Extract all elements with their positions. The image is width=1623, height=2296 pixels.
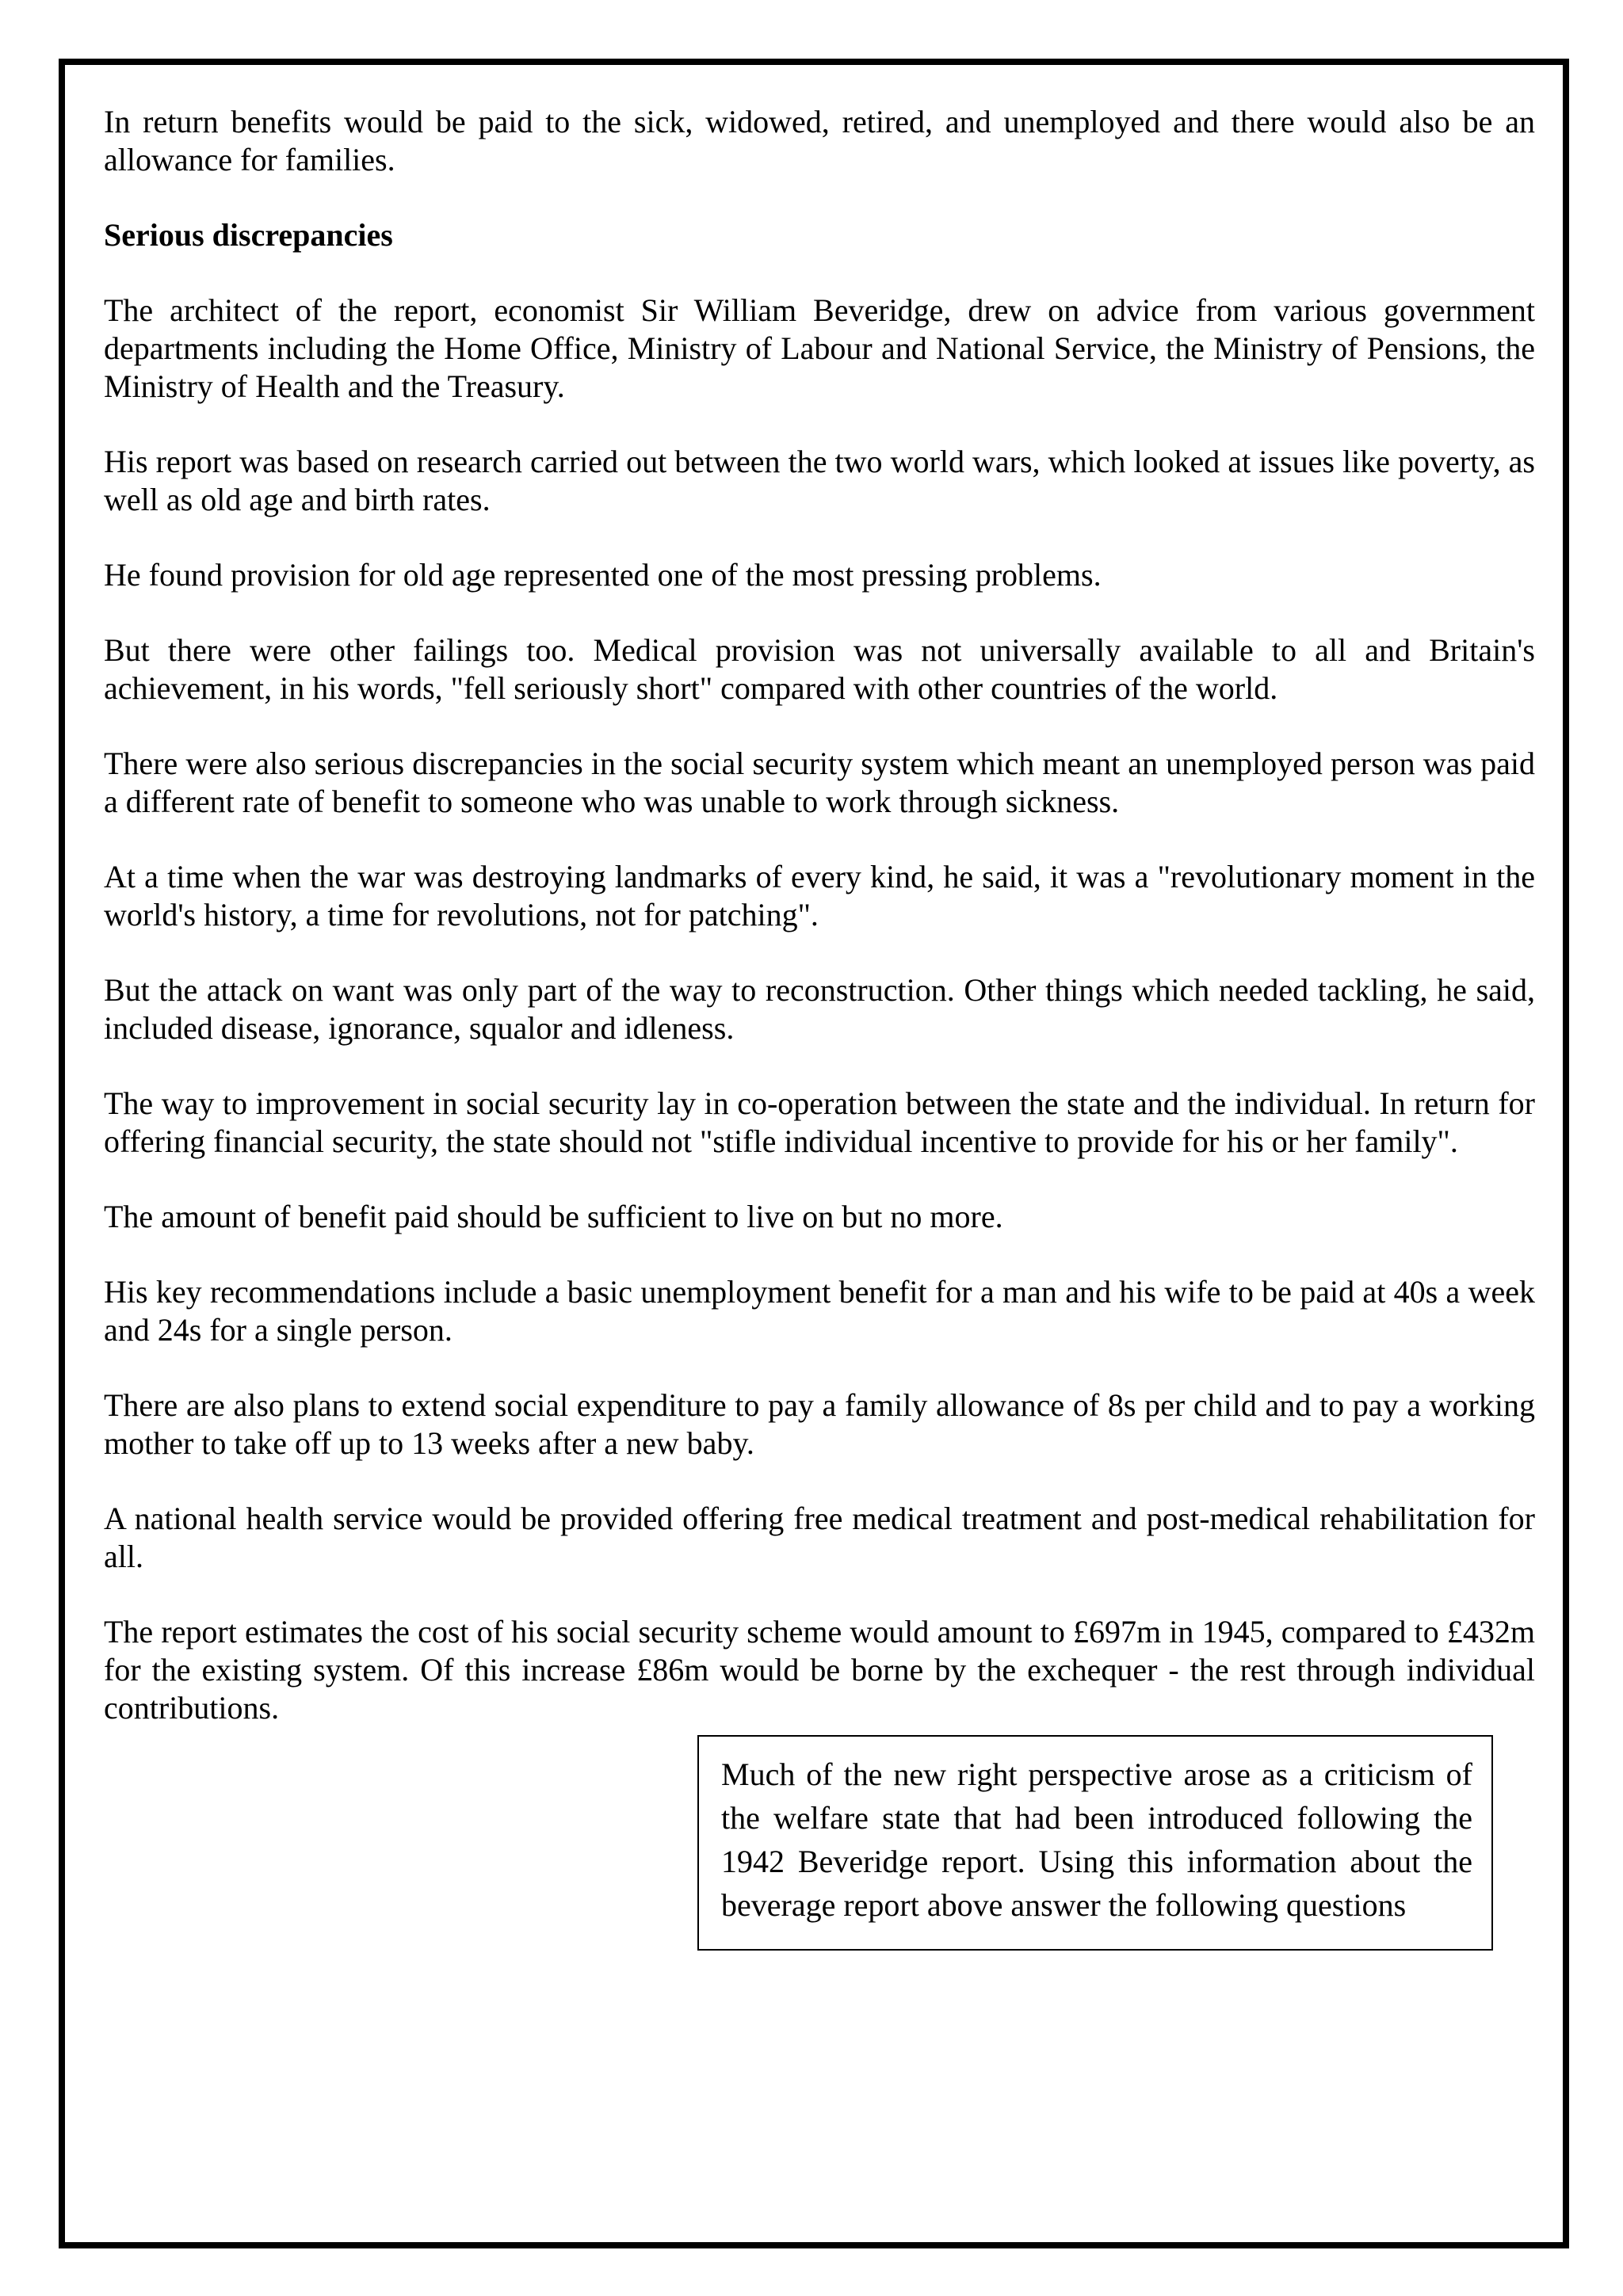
paragraph-cost-estimate: The report estimates the cost of his social security scheme would amount to £697m in 1945, compared to £432m for the existing system. Of this increase £86m would be borne by the exchequer - the rest through individual contributions. (104, 1614, 1535, 1726)
paragraph-old-age: He found provision for old age represented one of the most pressing problems. (104, 557, 1102, 593)
paragraph-cooperation: The way to improvement in social security lay in co-operation between the state and the individual. In return for offering financial security, the state should not "stifle individual incentive to provide for his or her family". (104, 1085, 1535, 1159)
section-heading: Serious discrepancies (104, 217, 393, 253)
paragraph-architect: The architect of the report, economist Sir William Beveridge, drew on advice from various government departments including the Home Office, Ministry of Labour and National Service, the Ministry of Pensions, the Ministry of Health and the Treasury. (104, 292, 1535, 404)
intro-paragraph: In return benefits would be paid to the sick, widowed, retired, and unemployed and there would also be an allowance for families. (104, 104, 1535, 177)
paragraph-recommendations: His key recommendations include a basic unemployment benefit for a man and his wife to be paid at 40s a week and 24s for a single person. (104, 1274, 1535, 1348)
paragraph-benefit-amount: The amount of benefit paid should be sufficient to live on but no more. (104, 1199, 1003, 1234)
paragraph-reconstruction: But the attack on want was only part of the way to reconstruction. Other things which needed tackling, he said, included disease, ignorance, squalor and idleness. (104, 972, 1535, 1046)
article-body (104, 103, 1535, 1764)
paragraph-discrepancies: There were also serious discrepancies in the social security system which meant an unemployed person was paid a different rate of benefit to someone who was unable to work through sickness. (104, 746, 1535, 819)
paragraph-revolutionary-moment: At a time when the war was destroying landmarks of every kind, he said, it was a "revolutionary moment in the world's history, a time for revolutions, not for patching". (104, 859, 1535, 933)
paragraph-failings: But there were other failings too. Medical provision was not universally available to all and Britain's achievement, in his words, "fell seriously short" compared with other countries of the world. (104, 632, 1535, 706)
paragraph-family-allowance: There are also plans to extend social expenditure to pay a family allowance of 8s per child and to pay a working mother to take off up to 13 weeks after a new baby. (104, 1387, 1535, 1461)
paragraph-research: His report was based on research carried out between the two world wars, which looked at issues like poverty, as well as old age and birth rates. (104, 444, 1535, 517)
instruction-callout-box (697, 1735, 1493, 1951)
paragraph-health-service: A national health service would be provided offering free medical treatment and post-medical rehabilitation for all. (104, 1501, 1535, 1574)
instruction-callout-text: Much of the new right perspective arose as a criticism of the welfare state that had been introduced following the 1942 Beveridge report. Using this information about the beverage report above answer the following questions (721, 1756, 1472, 1923)
